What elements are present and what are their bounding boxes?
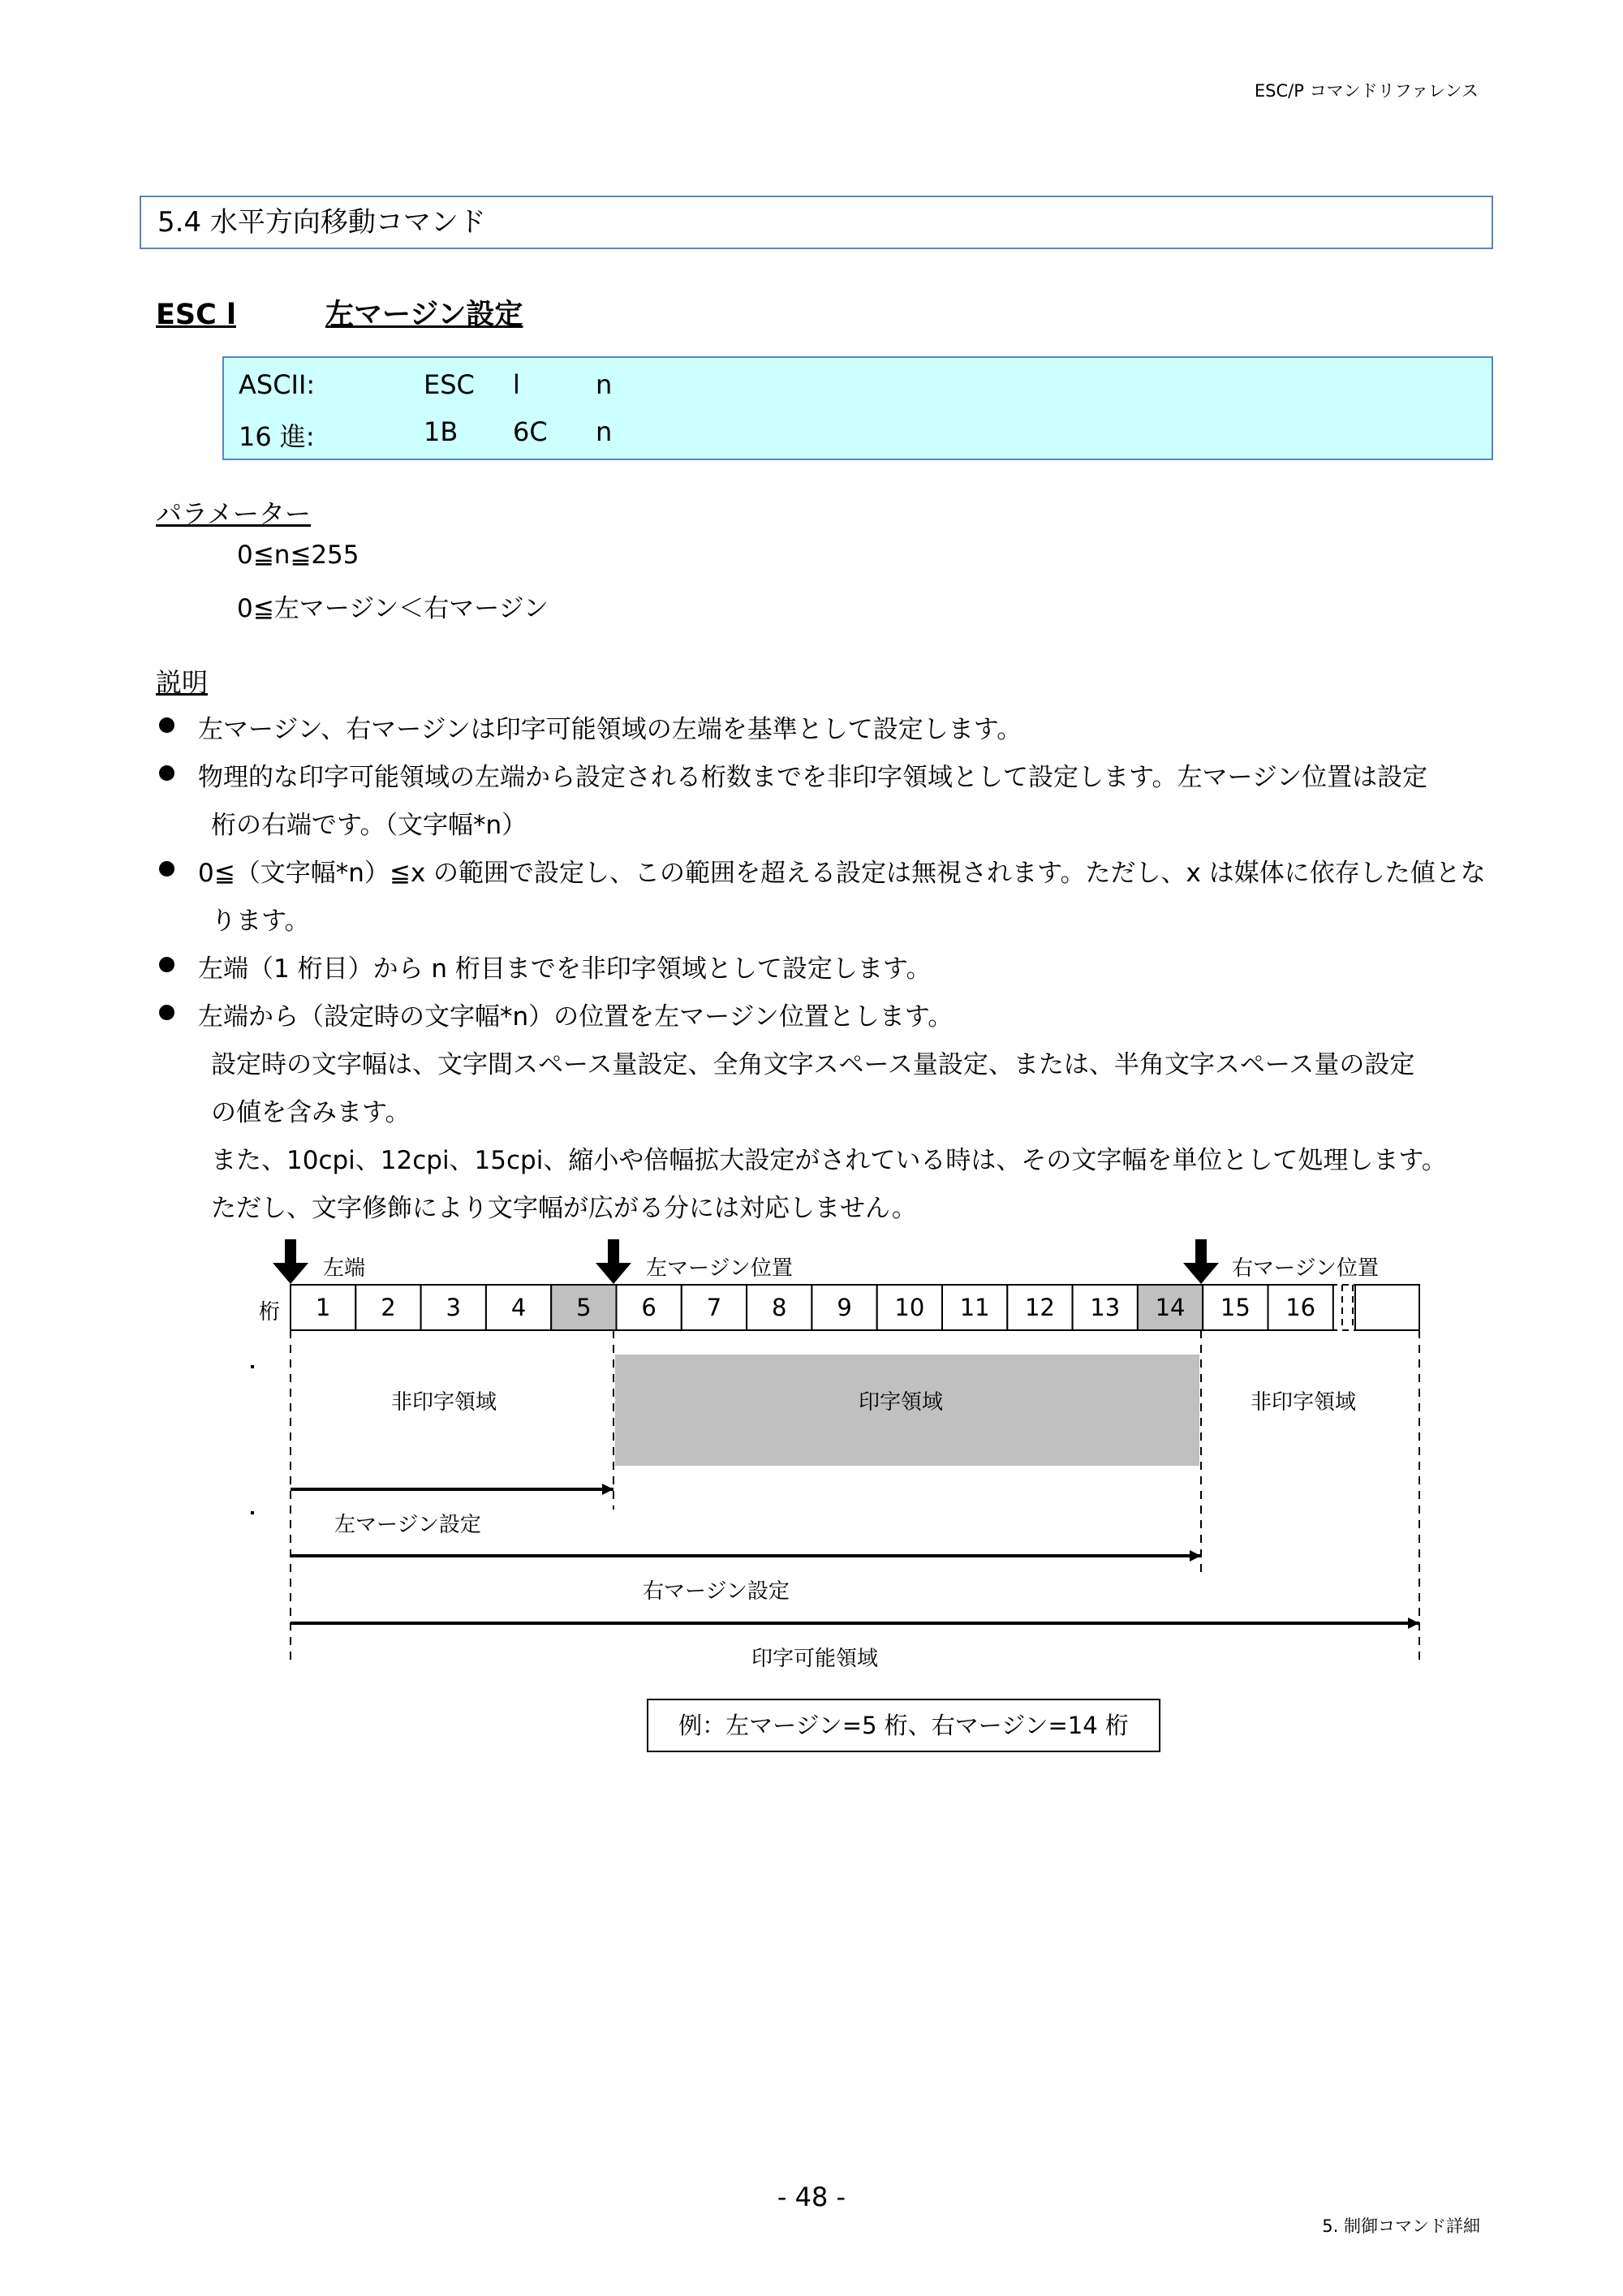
column-number: 6 — [641, 1294, 657, 1321]
column-cells — [291, 1285, 1333, 1330]
column-number: 3 — [446, 1294, 461, 1321]
hex-code-2: 6C — [513, 416, 548, 447]
non-print-area-left-label: 非印字領域 — [391, 1390, 497, 1415]
command-name: ESC l — [156, 299, 236, 331]
description-heading: 説明 — [156, 667, 209, 698]
column-number: 11 — [959, 1294, 990, 1321]
hex-code-1: 1B — [424, 416, 458, 447]
non-print-area-right-label: 非印字領域 — [1251, 1390, 1357, 1415]
right-margin-position-label: 右マージン位置 — [1232, 1256, 1379, 1281]
running-head: ESC/P コマンドリファレンス — [1254, 81, 1479, 101]
ascii-code-2: l — [513, 369, 520, 400]
print-area-label: 印字領域 — [859, 1390, 944, 1415]
column-number: 15 — [1220, 1294, 1251, 1321]
left-margin-arrow-icon — [596, 1239, 631, 1284]
parameters-heading: パラメーター — [156, 498, 312, 529]
description-line: の値を含みます。 — [211, 1098, 411, 1127]
command-description: 左マージン設定 — [325, 299, 523, 331]
column-number: 14 — [1155, 1294, 1186, 1321]
left-margin-position-label: 左マージン位置 — [646, 1256, 793, 1281]
column-number: 1 — [315, 1294, 331, 1321]
chapter-footer: 5. 制御コマンド詳細 — [1322, 2216, 1480, 2236]
column-gap — [1331, 1285, 1419, 1330]
description-line: ただし、文字修飾により文字幅が広がる分には対応しません。 — [211, 1194, 917, 1223]
description-line: 0≦（文字幅*n）≦x の範囲で設定し、この範囲を超える設定は無視されます。ただし、x は媒体に依存した値とな — [198, 859, 1486, 888]
parameter-line: 0≦n≦255 — [237, 541, 359, 570]
column-number: 16 — [1285, 1294, 1316, 1321]
column-number: 4 — [510, 1294, 527, 1321]
description-line: 左マージン、右マージンは印字可能領域の左端を基準として設定します。 — [198, 715, 1022, 744]
parameter-line: 0≦左マージン＜右マージン — [237, 594, 549, 623]
left-end-label: 左端 — [323, 1256, 366, 1281]
hex-label: 16 進: — [239, 421, 315, 452]
dot-mark — [251, 1511, 254, 1514]
hex-code-3: n — [596, 416, 613, 447]
description-line: 左端（1 桁目）から n 桁目までを非印字領域として設定します。 — [198, 954, 932, 984]
column-number: 8 — [772, 1294, 787, 1321]
description-line: ります。 — [211, 907, 310, 936]
left-end-arrow-icon — [273, 1239, 308, 1284]
column-number: 7 — [706, 1294, 722, 1321]
page-number: - 48 - — [777, 2182, 846, 2212]
ascii-code-3: n — [596, 369, 613, 400]
column-number: 5 — [576, 1294, 592, 1321]
column-number: 9 — [837, 1294, 852, 1321]
description-line: 設定時の文字幅は、文字間スペース量設定、全角文字スペース量設定、または、半角文字スペース量の設定 — [211, 1050, 1415, 1079]
column-number: 10 — [894, 1294, 925, 1321]
description-line: 左端から（設定時の文字幅*n）の位置を左マージン位置とします。 — [198, 1002, 954, 1032]
description-line: また、10cpi、12cpi、15cpi、縮小や倍幅拡大設定がされている時は、その文字幅を単位として処理します。 — [211, 1146, 1447, 1175]
right-margin-setting-label: 右マージン設定 — [643, 1579, 790, 1604]
column-label: 桁 — [259, 1300, 281, 1325]
section-title: 5.4 水平方向移動コマンド — [140, 196, 1493, 249]
example-caption: 例：左マージン=5 桁、右マージン=14 桁 — [647, 1699, 1160, 1752]
column-number: 2 — [381, 1294, 396, 1321]
description-line: 物理的な印字可能領域の左端から設定される桁数までを非印字領域として設定します。左マージン位置は設定 — [198, 763, 1428, 792]
ascii-code-1: ESC — [424, 369, 475, 400]
dot-mark — [251, 1365, 254, 1368]
right-margin-arrow-icon — [1183, 1239, 1219, 1284]
column-number: 12 — [1024, 1294, 1055, 1321]
ascii-label: ASCII: — [239, 369, 316, 400]
description-line: 桁の右端です。（文字幅*n） — [211, 811, 527, 840]
column-number: 13 — [1090, 1294, 1121, 1321]
column-cell-end — [1355, 1285, 1419, 1330]
printable-area-label: 印字可能領域 — [751, 1647, 879, 1671]
left-margin-setting-label: 左マージン設定 — [334, 1513, 481, 1537]
